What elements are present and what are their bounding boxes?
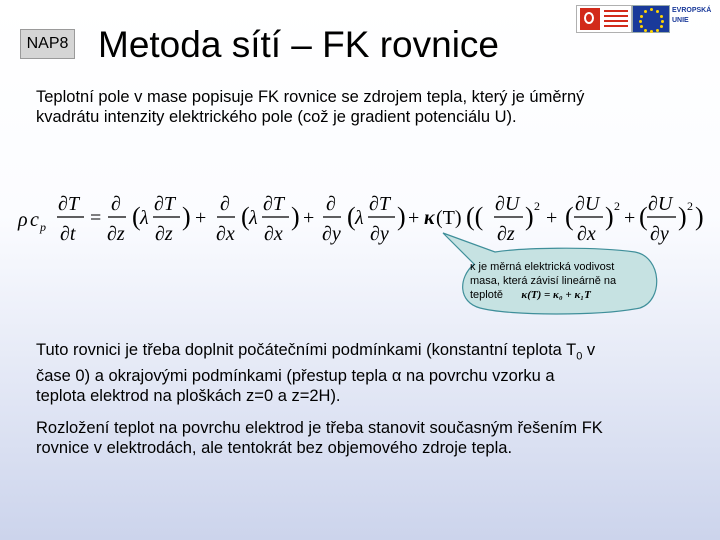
svg-text:∂t: ∂t bbox=[60, 223, 76, 245]
svg-text:∂T: ∂T bbox=[369, 193, 391, 215]
svg-text:2: 2 bbox=[687, 199, 693, 213]
svg-text:∂x: ∂x bbox=[216, 223, 235, 245]
svg-text:+: + bbox=[195, 207, 207, 229]
svg-text:=: = bbox=[90, 207, 102, 229]
svg-text:∂z: ∂z bbox=[155, 223, 173, 245]
callout-formula: κ(T) = κ₀ + κ₁T bbox=[521, 289, 591, 301]
svg-text:): ) bbox=[695, 202, 704, 231]
svg-text:∂T: ∂T bbox=[154, 193, 176, 215]
svg-text:λ: λ bbox=[355, 207, 364, 229]
svg-text:∂T: ∂T bbox=[263, 193, 285, 215]
svg-text:∂U: ∂U bbox=[575, 193, 600, 215]
op-logo bbox=[576, 5, 632, 33]
svg-text:(: ( bbox=[639, 202, 648, 231]
svg-text:): ) bbox=[397, 202, 406, 231]
svg-text:): ) bbox=[678, 202, 687, 231]
svg-text:κ: κ bbox=[424, 207, 435, 229]
svg-text:2: 2 bbox=[534, 199, 540, 213]
boundary-conditions-paragraph: Tuto rovnici je třeba doplnit počátečními podmínkami (konstantní teplota $T_0$ v čase 0) a okrajovými podmínkami (přestup tepla α na povrchu vzorku a teplota elektrod na ploškách z=0 a z=2H). bbox=[36, 341, 596, 406]
svg-text:∂x: ∂x bbox=[264, 223, 283, 245]
svg-text:(: ( bbox=[347, 202, 356, 231]
eu-flag-icon bbox=[632, 5, 670, 33]
svg-text:ρ: ρ bbox=[18, 209, 28, 231]
svg-text:∂: ∂ bbox=[220, 193, 230, 215]
svg-text:c: c bbox=[30, 209, 39, 231]
svg-text:(T): (T) bbox=[436, 207, 462, 229]
svg-text:∂y: ∂y bbox=[370, 223, 389, 245]
slide-number-badge: NAP8 bbox=[20, 29, 75, 59]
callout-text: κ je měrná elektrická vodivost masa, která závisí lineárně na teplotě κ(T) = κ₀ + κ₁T bbox=[470, 261, 617, 301]
eu-label: EVROPSKÁ UNIE bbox=[672, 7, 712, 24]
svg-text:λ: λ bbox=[249, 207, 258, 229]
svg-text:∂z: ∂z bbox=[497, 223, 515, 245]
svg-text:(: ( bbox=[565, 202, 574, 231]
svg-text:∂y: ∂y bbox=[322, 223, 341, 245]
svg-text:+: + bbox=[624, 207, 636, 229]
svg-text:∂: ∂ bbox=[111, 193, 121, 215]
svg-text:p: p bbox=[40, 220, 46, 234]
svg-text:((: (( bbox=[466, 202, 484, 231]
svg-text:+: + bbox=[303, 207, 315, 229]
svg-text:∂x: ∂x bbox=[577, 223, 596, 245]
svg-text:): ) bbox=[291, 202, 300, 231]
svg-text:∂U: ∂U bbox=[648, 193, 673, 215]
svg-text:+: + bbox=[408, 207, 420, 229]
svg-text:): ) bbox=[525, 202, 534, 231]
svg-text:(: ( bbox=[241, 202, 250, 231]
svg-text:+: + bbox=[546, 207, 558, 229]
intro-paragraph: Teplotní pole v mase popisuje FK rovnice se zdrojem tepla, který je úměrný kvadrátu intenzity elektrického pole (což je gradient potenciálu U). bbox=[36, 88, 585, 126]
svg-text:): ) bbox=[605, 202, 614, 231]
svg-text:): ) bbox=[182, 202, 191, 231]
slide-title: Metoda sítí – FK rovnice bbox=[98, 24, 500, 65]
svg-text:∂y: ∂y bbox=[650, 223, 669, 245]
electrode-paragraph: Rozložení teplot na povrchu elektrod je třeba stanovit současným řešením FK rovnice v elektrodách, ale tentokrát bez objemového zdroje tepla. bbox=[36, 419, 603, 457]
svg-text:∂U: ∂U bbox=[495, 193, 520, 215]
svg-text:∂: ∂ bbox=[326, 193, 336, 215]
svg-text:(: ( bbox=[132, 202, 141, 231]
svg-text:∂T: ∂T bbox=[58, 193, 80, 215]
svg-text:∂z: ∂z bbox=[107, 223, 125, 245]
svg-text:λ: λ bbox=[140, 207, 149, 229]
svg-text:2: 2 bbox=[614, 199, 620, 213]
